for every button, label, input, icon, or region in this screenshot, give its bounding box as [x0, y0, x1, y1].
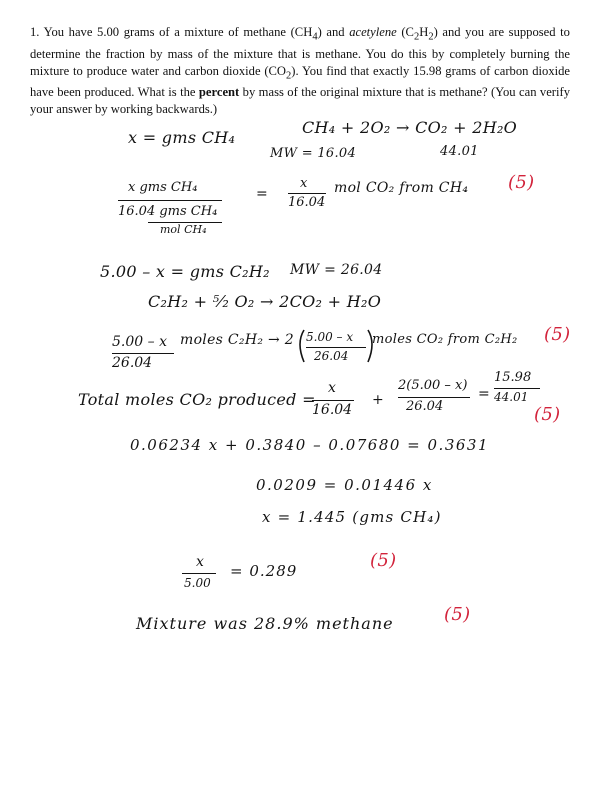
total-moles-co2-label: Total moles CO₂ produced = [78, 390, 316, 409]
equals-sign: = [256, 186, 269, 202]
problem-text: ) and you are supposed to determine the fraction by mass of the mixture that is methane. You do this by completely burning the mixture to produce water and carbon dioxide (CO [30, 25, 570, 78]
co2-from-acetylene-label: moles CO₂ from C₂H₂ [372, 332, 518, 347]
problem-text: ). You find that exactly 15.98 grams of carbon dioxide have been produced. What is the [30, 63, 571, 100]
define-acetylene-mass: 5.00 – x = gms C₂H₂ [100, 262, 270, 281]
problem-text: (C [396, 25, 414, 39]
score-mark: (5) [534, 404, 561, 425]
fraction-numerator: x [328, 380, 336, 396]
expanded-equation: 0.06234 x + 0.3840 – 0.07680 = 0.3631 [130, 436, 490, 454]
define-x-methane: x = gms CH₄ [128, 128, 236, 147]
methane-combustion-equation: CH₄ + 2O₂ → CO₂ + 2H₂O [302, 118, 518, 137]
methane-molar-mass: MW = 16.04 [270, 146, 357, 161]
fraction-numerator: x gms CH₄ [128, 180, 198, 195]
co2-from-methane-label: mol CO₂ from CH₄ [334, 180, 469, 196]
fraction-numerator: x [300, 176, 308, 191]
right-parenthesis [368, 330, 372, 362]
subscript: 2 [413, 31, 420, 43]
fraction-numerator: 5.00 – x [112, 334, 167, 350]
problem-text: ) and [317, 25, 350, 39]
fraction-denominator: 16.04 [288, 195, 326, 210]
fraction-denominator: 44.01 [494, 390, 529, 404]
solved-x-value: x = 1.445 (gms CH₄) [262, 508, 442, 526]
fraction-denominator: 16.04 gms CH₄ [118, 204, 218, 219]
score-mark: (5) [508, 172, 535, 193]
problem-text: by mass of the original mixture that is methane? (You can verify your answer by working backwards.) [30, 85, 570, 117]
fraction-denominator: 26.04 [112, 355, 153, 371]
acetylene-word: acetylene [349, 25, 397, 39]
acetylene-combustion-equation: C₂H₂ + ⁵⁄₂ O₂ → 2CO₂ + H₂O [148, 292, 382, 311]
problem-text: You have 5.00 grams of a mixture of methane (CH [43, 25, 313, 39]
score-mark: (5) [370, 550, 397, 571]
fraction-denominator-unit: mol CH₄ [160, 223, 207, 236]
co2-molar-mass: 44.01 [440, 144, 479, 159]
fraction-numerator: 2(5.00 – x) [398, 378, 468, 393]
plus-sign: + [372, 392, 385, 408]
fraction-numerator: 5.00 – x [306, 330, 354, 344]
problem-text: H [419, 25, 429, 39]
fraction-denominator: 16.04 [312, 402, 353, 418]
left-parenthesis [300, 330, 304, 362]
fraction-numerator: 15.98 [494, 370, 532, 385]
subscript: 4 [312, 31, 318, 43]
simplified-equation: 0.0209 = 0.01446 x [256, 476, 433, 494]
score-mark: (5) [544, 324, 571, 345]
subscript: 2 [428, 31, 434, 43]
acetylene-molar-mass: MW = 26.04 [290, 262, 383, 278]
fraction-denominator: 26.04 [314, 349, 349, 363]
mass-fraction-value: = 0.289 [230, 562, 298, 580]
problem-number: 1. [30, 25, 40, 39]
fraction-denominator: 26.04 [406, 399, 444, 414]
acetylene-to-co2-arrow: moles C₂H₂ → 2 [180, 332, 294, 348]
fraction-numerator: x [196, 554, 204, 570]
percent-word: percent [198, 85, 240, 100]
subscript: 2 [286, 70, 292, 82]
equals-sign: = [478, 386, 491, 402]
fraction-denominator: 5.00 [184, 576, 211, 590]
score-mark: (5) [444, 604, 471, 625]
final-answer: Mixture was 28.9% methane [136, 614, 394, 633]
